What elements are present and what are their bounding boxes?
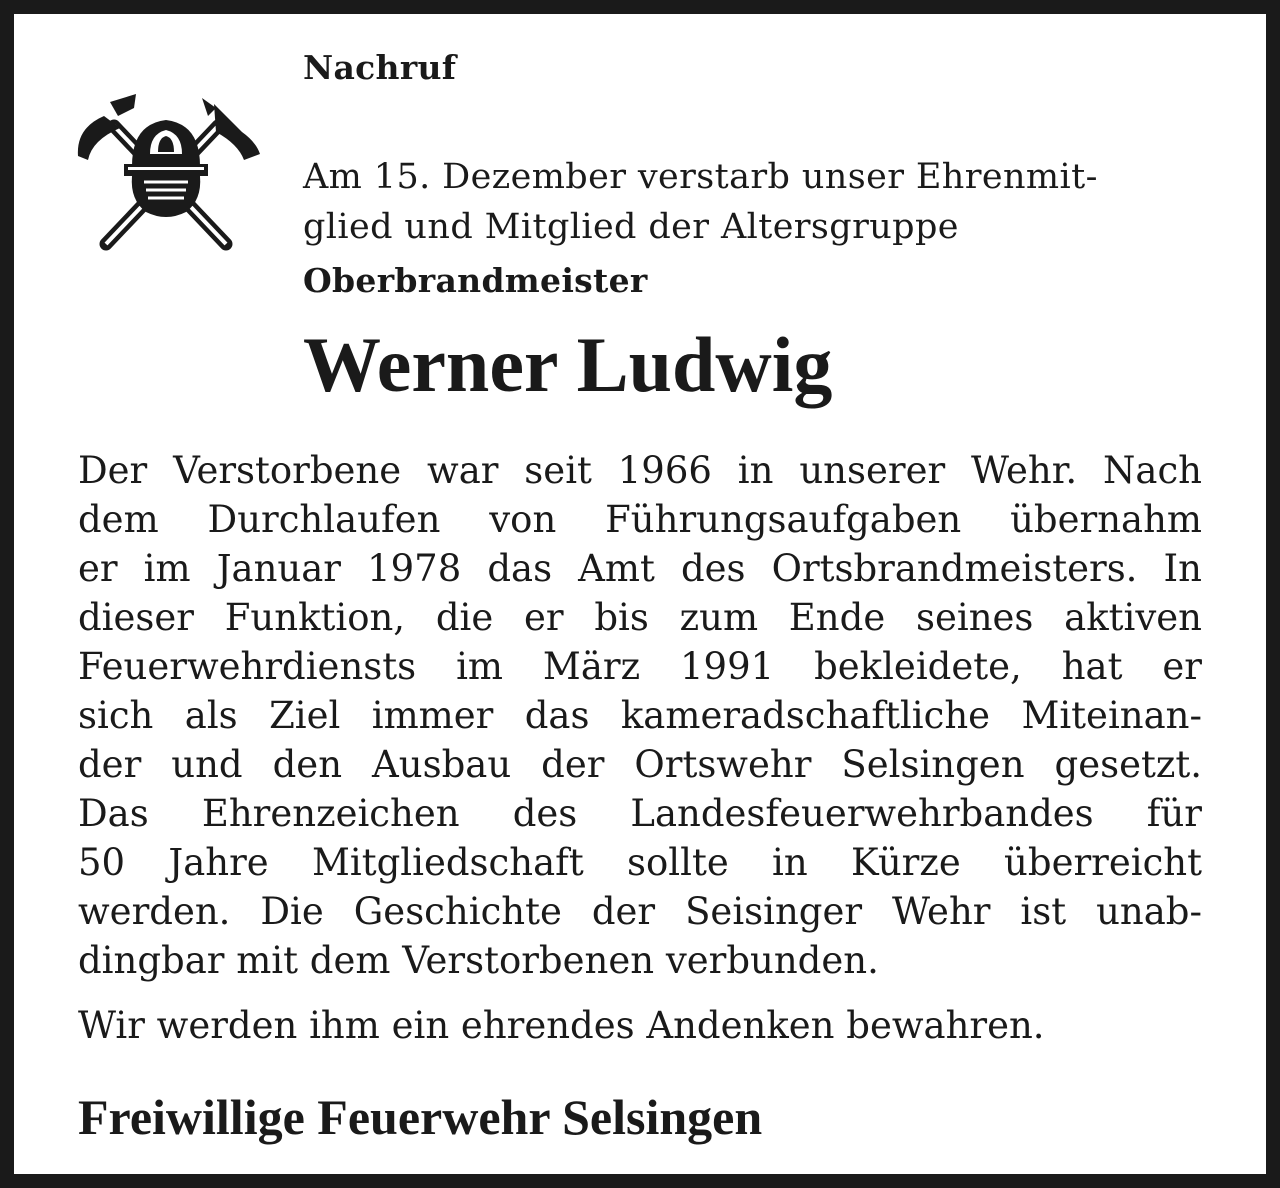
body-line: Das Ehrenzeichen des Landesfeuerwehrbandes für bbox=[78, 792, 1202, 835]
closing-sentence: Wir werden ihm ein ehrendes Andenken bewahren. bbox=[78, 1004, 1045, 1047]
body-line: dieser Funktion, die er bis zum Ende seines aktiven bbox=[78, 596, 1202, 639]
notice-heading: Nachruf bbox=[303, 48, 457, 87]
body-line: er im Januar 1978 das Amt des Ortsbrandmeisters. In bbox=[78, 547, 1202, 590]
body-line: 50 Jahre Mitgliedschaft sollte in Kürze überreicht bbox=[78, 841, 1202, 884]
body-line: der und den Ausbau der Ortswehr Selsingen gesetzt. bbox=[78, 743, 1202, 786]
signature-organization: Freiwillige Feuerwehr Selsingen bbox=[78, 1089, 763, 1145]
body-line: sich als Ziel immer das kameradschaftliche Miteinan- bbox=[78, 694, 1202, 737]
body-line: werden. Die Geschichte der Seisinger Wehr ist unab- bbox=[78, 890, 1202, 933]
firefighter-helmet-crossed-axes-icon bbox=[66, 94, 266, 254]
intro-line: glied und Mitglied der Altersgruppe bbox=[303, 207, 959, 247]
body-line: Der Verstorbene war seit 1966 in unserer Wehr. Nach bbox=[78, 449, 1202, 492]
deceased-rank: Oberbrandmeister bbox=[303, 261, 648, 300]
body-line: dem Durchlaufen von Führungsaufgaben übernahm bbox=[78, 498, 1202, 541]
intro-line: Am 15. Dezember verstarb unser Ehrenmit- bbox=[303, 157, 1098, 197]
body-line: Feuerwehrdiensts im März 1991 bekleidete, hat er bbox=[78, 645, 1202, 688]
body-line: dingbar mit dem Verstorbenen verbunden. bbox=[78, 939, 879, 982]
deceased-name: Werner Ludwig bbox=[303, 321, 833, 408]
obituary-body bbox=[78, 446, 1202, 985]
intro-text bbox=[303, 152, 1203, 252]
